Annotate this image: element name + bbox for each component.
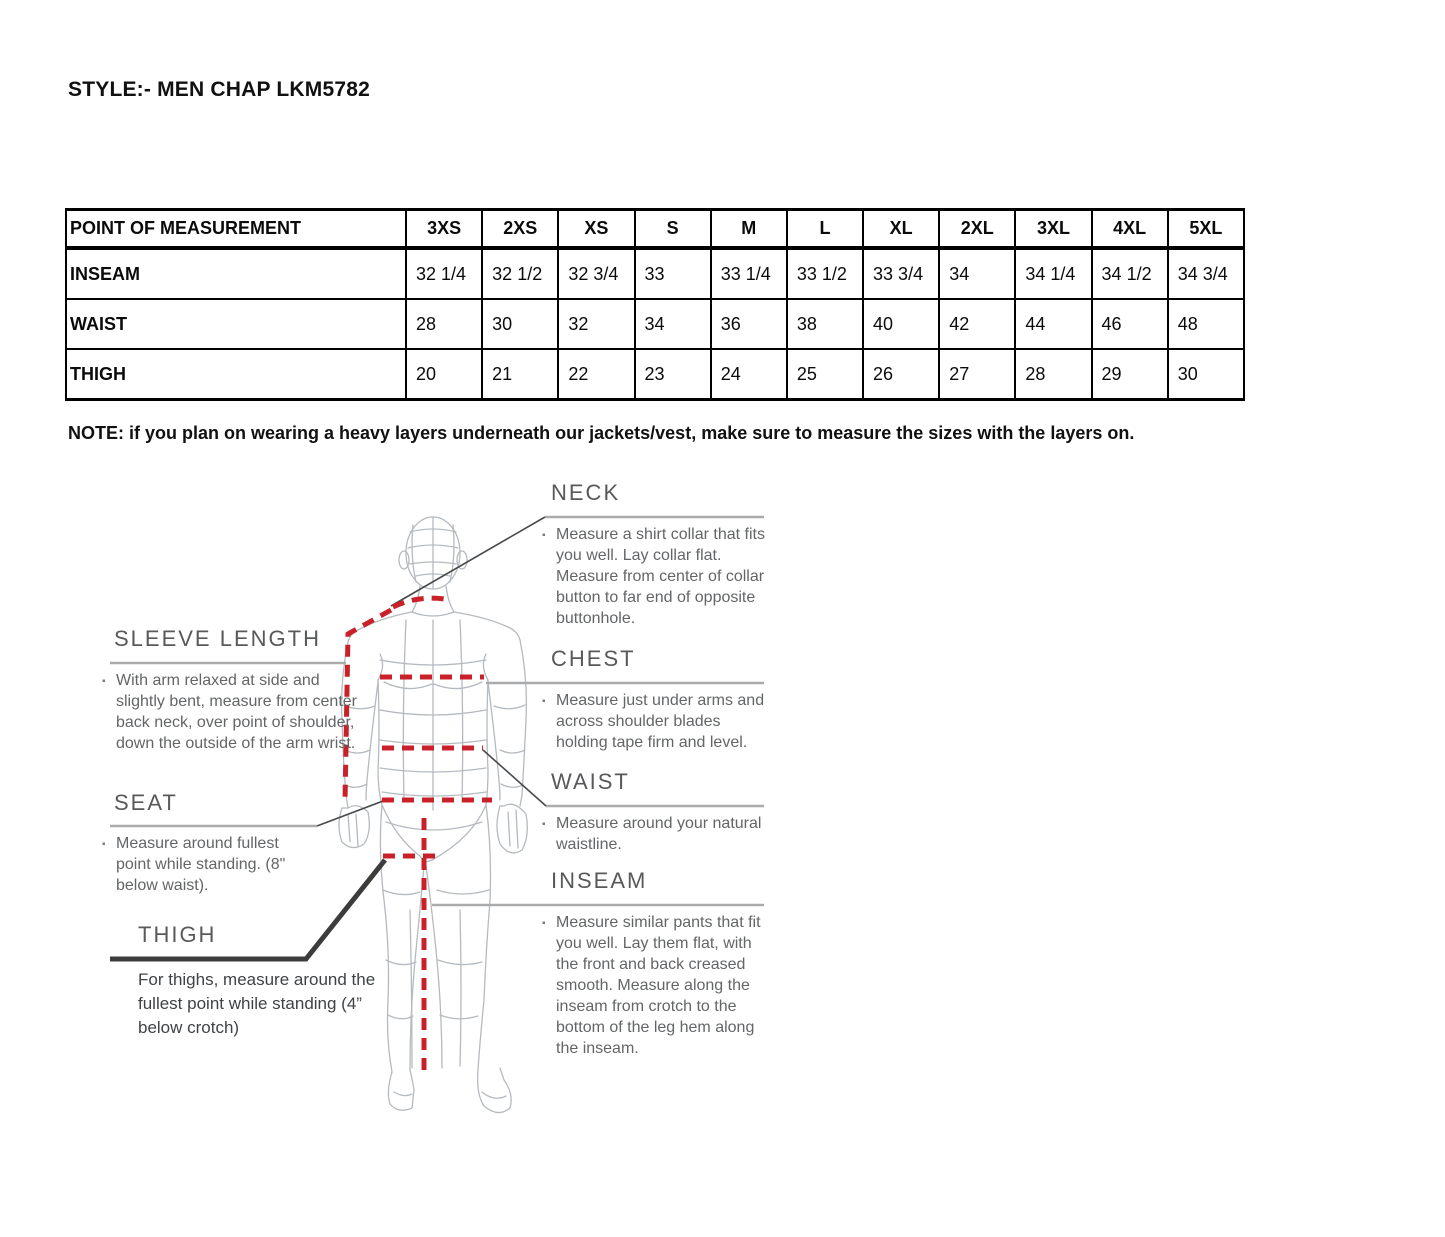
cell: 40	[863, 299, 939, 349]
size-table	[65, 208, 1245, 401]
cell: 34	[635, 299, 711, 349]
column-header: POINT OF MEASUREMENT	[66, 210, 406, 249]
cell: 33	[635, 248, 711, 299]
cell: 34 1/2	[1092, 248, 1168, 299]
cell: 20	[406, 349, 482, 400]
cell: 36	[711, 299, 787, 349]
column-header: M	[711, 210, 787, 249]
row-label: INSEAM	[66, 248, 406, 299]
column-header: 4XL	[1092, 210, 1168, 249]
cell: 29	[1092, 349, 1168, 400]
cell: 22	[558, 349, 634, 400]
seat-leader-line	[317, 801, 383, 826]
bullet-icon: ▪	[102, 676, 106, 687]
section-title: SLEEVE LENGTH	[114, 626, 321, 651]
neck-leader-line	[391, 517, 545, 606]
section-title: CHEST	[551, 646, 636, 671]
section-desc: With arm relaxed at side and slightly bent, measure from center back neck, over point of shoulder, down the outside of the arm wrist.	[116, 672, 357, 752]
cell: 32 3/4	[558, 248, 634, 299]
section-sleeve-length	[114, 626, 321, 652]
cell: 33 3/4	[863, 248, 939, 299]
cell: 21	[482, 349, 558, 400]
column-header: 2XS	[482, 210, 558, 249]
row-label: THIGH	[66, 349, 406, 400]
table-header-row	[66, 210, 1244, 249]
section-title: NECK	[551, 480, 621, 505]
section-desc: Measure around fullest point while standing. (8" below waist).	[116, 835, 286, 894]
cell: 48	[1168, 299, 1244, 349]
cell: 30	[482, 299, 558, 349]
column-header: 5XL	[1168, 210, 1244, 249]
column-header: 3XL	[1015, 210, 1091, 249]
cell: 38	[787, 299, 863, 349]
section-seat	[114, 790, 178, 816]
cell: 23	[635, 349, 711, 400]
cell: 42	[939, 299, 1015, 349]
bullet-icon: ▪	[542, 819, 546, 830]
cell: 25	[787, 349, 863, 400]
measurement-guide-diagram	[80, 470, 820, 1190]
page-title: STYLE:- MEN CHAP LKM5782	[68, 78, 370, 101]
column-header: S	[635, 210, 711, 249]
section-chest-desc	[542, 690, 770, 753]
row-label: WAIST	[66, 299, 406, 349]
section-desc: Measure just under arms and across shoulder blades holding tape firm and level.	[556, 692, 765, 751]
section-sleeve-length-desc	[102, 670, 357, 754]
cell: 24	[711, 349, 787, 400]
bullet-icon: ▪	[542, 918, 546, 929]
cell: 32 1/4	[406, 248, 482, 299]
section-title: THIGH	[138, 922, 217, 947]
column-header: XL	[863, 210, 939, 249]
section-thigh	[138, 922, 216, 948]
cell: 32	[558, 299, 634, 349]
section-title: WAIST	[551, 769, 630, 794]
section-desc: Measure similar pants that fit you well. Lay them flat, with the front and back creased smooth. Measure along the inseam from crotch to the bottom of the leg hem along the inseam.	[556, 914, 761, 1057]
note-text: NOTE: if you plan on wearing a heavy layers underneath our jackets/vest, make sure to measure the sizes with the layers on.	[68, 423, 1135, 443]
cell: 34 1/4	[1015, 248, 1091, 299]
section-desc: For thighs, measure around the fullest point while standing (4” below crotch)	[138, 970, 376, 1037]
cell: 33 1/4	[711, 248, 787, 299]
waist-leader-line	[483, 750, 546, 806]
column-header: L	[787, 210, 863, 249]
section-inseam-desc	[542, 912, 777, 1059]
column-header: 2XL	[939, 210, 1015, 249]
cell: 27	[939, 349, 1015, 400]
bullet-icon: ▪	[102, 839, 106, 850]
section-seat-desc	[102, 833, 310, 896]
section-title: SEAT	[114, 790, 178, 815]
cell: 28	[406, 299, 482, 349]
cell: 33 1/2	[787, 248, 863, 299]
cell: 34	[939, 248, 1015, 299]
section-desc: Measure a shirt collar that fits you well. Lay collar flat. Measure from center of collar button to far end of opposite buttonhole.	[556, 526, 765, 627]
cell: 34 3/4	[1168, 248, 1244, 299]
column-header: 3XS	[406, 210, 482, 249]
section-inseam	[551, 868, 647, 894]
section-thigh-desc	[138, 968, 390, 1040]
bullet-icon: ▪	[542, 696, 546, 707]
cell: 32 1/2	[482, 248, 558, 299]
section-waist-desc	[542, 813, 770, 855]
section-chest	[551, 646, 636, 672]
table-row-waist	[66, 299, 1244, 349]
column-header: XS	[558, 210, 634, 249]
bullet-icon: ▪	[542, 530, 546, 541]
section-waist	[551, 769, 630, 795]
section-neck-desc	[542, 524, 770, 629]
cell: 30	[1168, 349, 1244, 400]
cell: 44	[1015, 299, 1091, 349]
cell: 46	[1092, 299, 1168, 349]
section-neck	[551, 480, 620, 506]
section-title: INSEAM	[551, 868, 648, 893]
cell: 28	[1015, 349, 1091, 400]
cell: 26	[863, 349, 939, 400]
table-row-thigh	[66, 349, 1244, 400]
section-desc: Measure around your natural waistline.	[556, 815, 762, 853]
table-row-inseam	[66, 248, 1244, 299]
